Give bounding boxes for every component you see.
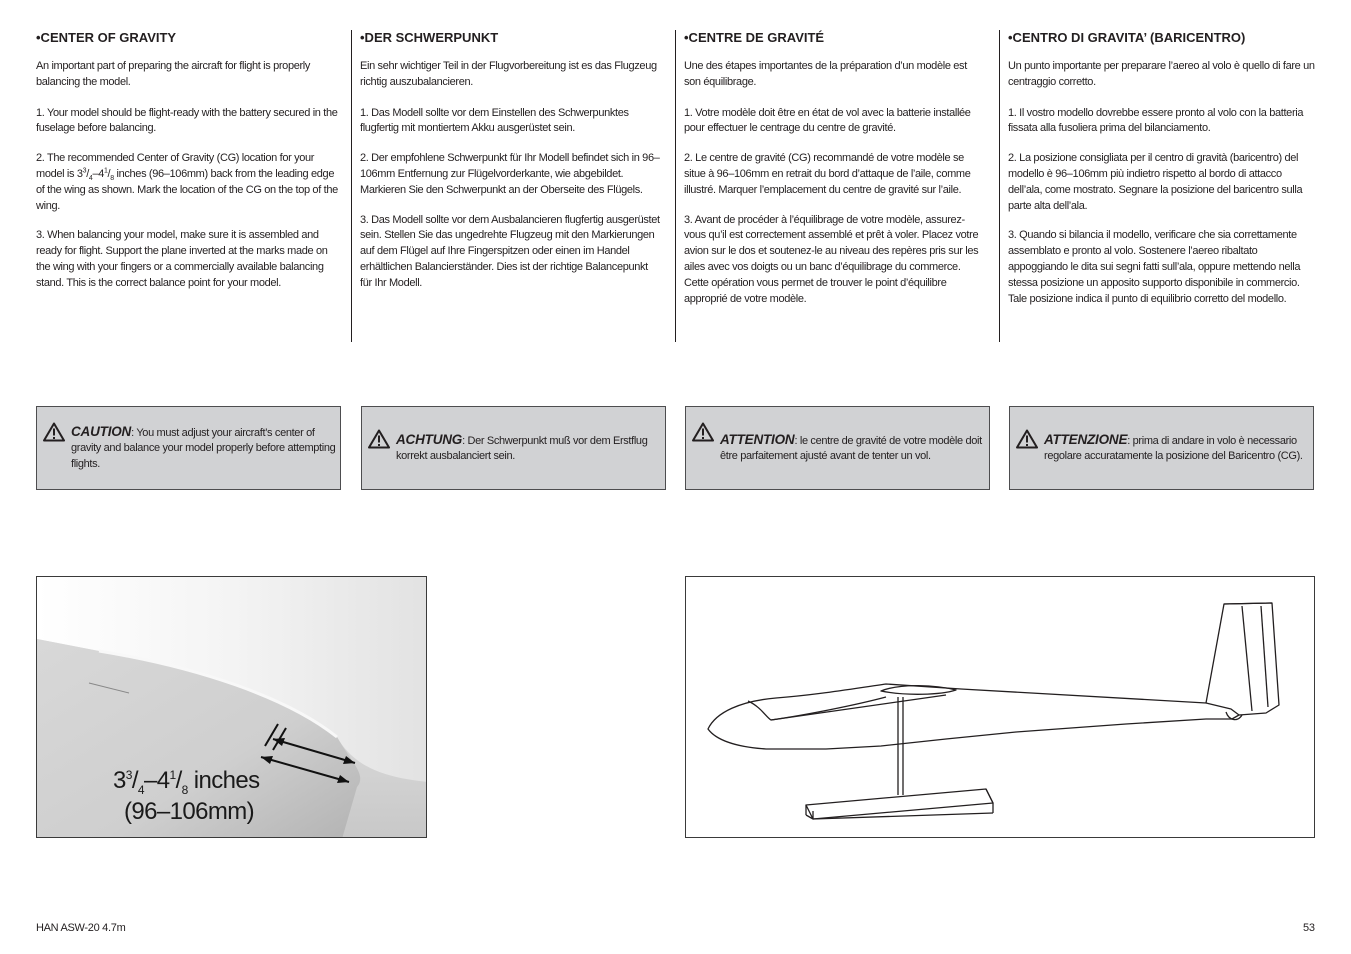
step-2: 2. Le centre de gravité (CG) recommandé de votre modèle se situe à 96–106mm en retrait du bord d’attaque de l’aile, comme illustré. Marquer l’emplacement du centre de gravité sur l’aile. <box>684 152 971 196</box>
warning-triangle-icon <box>368 429 390 449</box>
step-2: 2. The recommended Center of Gravity (CG) location for your model is $3^3/_4-4^1/_8$ inches (96–106mm) back from the leading edge of the wing as shown. Mark the location of the CG on the top of the wing. <box>36 152 338 212</box>
step-1: 1. Das Modell sollte vor dem Einstellen des Schwerpunktes flugfertig mit montiertem Akku ausgerüstet sein. <box>360 106 629 135</box>
step-3: 3. Quando si bilancia il modello, verificare che sia correttamente assemblato e pronto al volo. Sostenere l’aereo ribaltato appoggiando le dita sui segni fatti sull’ala, oppure mettendo nella stessa posizione un apposito supporto disponibile in commercio. Tale posizione indica il punto di equilibrio corretto del modello. <box>1008 229 1301 305</box>
section-german <box>351 30 662 342</box>
warning-triangle-icon <box>692 422 714 442</box>
caution-box-english <box>36 406 341 490</box>
caution-box-german <box>361 406 666 490</box>
section-heading: •CENTER OF GRAVITY <box>36 30 177 45</box>
intro-text: Ein sehr wichtiger Teil in der Flugvorbereitung ist es das Flugzeug richtig auszubalancieren. <box>360 60 657 88</box>
step-1: 1. Votre modèle doit être en état de vol avec la batterie installée pour effectuer le centrage du centre de gravité. <box>684 106 971 135</box>
warning-triangle-icon <box>43 422 65 442</box>
step-2: 2. Der empfohlene Schwerpunkt für Ihr Modell befindet sich in 96–106mm Entfernung zur Flügelvorderkante, wie abgebildet. Markieren Sie den Schwerpunkt an der Oberseite des Flügels. <box>360 152 660 196</box>
section-french <box>675 30 986 342</box>
step-1: 1. Il vostro modello dovrebbe essere pronto al volo con la batteria fissata alla fusoliera prima del bilanciamento. <box>1008 106 1304 135</box>
intro-text: An important part of preparing the aircraft for flight is properly balancing the model. <box>36 60 311 88</box>
section-heading: •DER SCHWERPUNKT <box>360 30 499 45</box>
glider-on-stand-illustration <box>686 577 1314 837</box>
section-italian <box>999 30 1316 342</box>
caution-text: ATTENZIONE: prima di andare in volo è necessario regolare accuratamente la posizione del Baricentro (CG). <box>1044 431 1303 462</box>
page-number: 53 <box>1303 922 1315 934</box>
step-3: 3. Avant de procéder à l’équilibrage de votre modèle, assurez-vous qu’il est correctement assemblé et prêt à voler. Placez votre avion sur le dos et soutenez-le au niveau des repères pris sur les ailes avec vos doigts ou un banc d’équilibrage du commerce. Cette opération vous permet de trouver le point d’équilibre approprié de votre modèle. <box>684 213 979 305</box>
caution-box-italian <box>1009 406 1314 490</box>
caution-box-french <box>685 406 990 490</box>
section-heading: •CENTRE DE GRAVITÉ <box>684 30 825 45</box>
glider-balance-drawing <box>685 576 1315 838</box>
step-3: 3. When balancing your model, make sure it is assembled and ready for flight. Support the plane inverted at the marks made on the wing with your fingers or a commercially available balancing stand. This is the correct balance point for your model. <box>36 229 328 289</box>
section-heading: •CENTRO DI GRAVITA’ (BARICENTRO) <box>1008 30 1246 45</box>
warning-triangle-icon <box>1016 429 1038 449</box>
step-3: 3. Das Modell sollte vor dem Ausbalancieren flugfertig ausgerüstet sein. Stellen Sie das ungedrehte Flugzeug mit den Markierungen auf dem Flügel auf Ihre Fingerspitzen oder einen im Handel erhältlichen Balancierständer. Dies ist der richtige Balancepunkt für Ihr Modell. <box>360 213 660 289</box>
caution-text: ACHTUNG: Der Schwerpunkt muß vor dem Erstflug korrekt ausbalanciert sein. <box>396 431 648 462</box>
wing-cg-photo <box>36 576 427 838</box>
footer-model-name: HAN ASW-20 4.7m <box>36 922 126 934</box>
caution-text: CAUTION: You must adjust your aircraft’s center of gravity and balance your model properly before attempting flights. <box>71 423 336 470</box>
step-2: 2. La posizione consigliata per il centro di gravità (baricentro) del modello è 96–106mm più indietro rispetto al bordo di attacco dell’ala, come mostrato. Segnare la posizione del baricentro sulla parte alta dell’ala. <box>1008 152 1303 212</box>
intro-text: Un punto importante per preparare l’aereo al volo è quello di fare un centraggio corretto. <box>1008 60 1315 88</box>
caution-text: ATTENTION: le centre de gravité de votre modèle doit être parfaitement ajusté avant de tenter un vol. <box>720 431 982 462</box>
cg-distance-label: $3^3/_4-4^1/_8$ inches (96–106mm) <box>113 767 260 825</box>
intro-text: Une des étapes importantes de la préparation d’un modèle est son équilibrage. <box>684 60 967 88</box>
step-1: 1. Your model should be flight-ready with the battery secured in the fuselage before balancing. <box>36 106 338 135</box>
section-english <box>36 30 338 306</box>
